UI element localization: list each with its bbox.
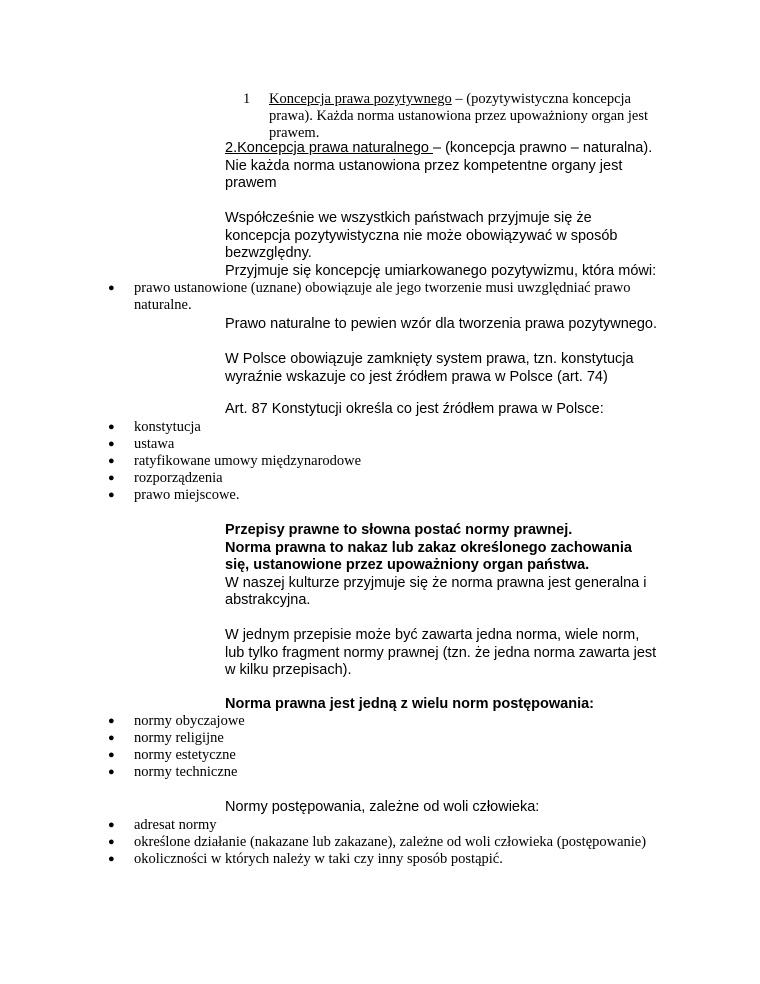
list-item — [108, 470, 748, 487]
art87-paragraph: Art. 87 Konstytucji określa co jest źródłem prawa w Polsce: — [225, 401, 604, 417]
natural-pattern: Prawo naturalne to pewien wzór dla tworzenia prawa pozytywnego. — [225, 316, 658, 332]
source-item: ustawa — [134, 436, 175, 452]
modern-line-3: bezwzględny. — [225, 245, 312, 261]
norm-type-item: normy techniczne — [134, 764, 238, 780]
bullet-icon: ● — [108, 749, 115, 761]
norm-type-item: normy obyczajowe — [134, 713, 245, 729]
bullet-icon: ● — [108, 455, 115, 467]
bullet-icon: ● — [108, 836, 115, 848]
list-item — [108, 851, 748, 868]
conduct-item: adresat normy — [134, 817, 217, 833]
one-rule-paragraph — [225, 627, 755, 680]
norm-type-item: normy religijne — [134, 730, 224, 746]
list-item — [108, 419, 748, 436]
concept-positive-law — [243, 91, 723, 142]
bullet-natural-line-1: prawo ustanowione (uznane) obowiązuje ale jego tworzenie musi uwzględniać prawo — [134, 280, 631, 296]
modern-line-1: Współcześnie we wszystkich państwach przyjmuje się że — [225, 210, 592, 226]
norm-type-item: normy estetyczne — [134, 747, 236, 763]
bullet-icon: ● — [108, 766, 115, 778]
concept-natural-law — [225, 140, 745, 193]
concept-natural-law-desc-2: Nie każda norma ustanowiona przez kompetentne organy jest — [225, 157, 623, 174]
conduct-heading: Normy postępowania, zależne od woli człowieka: — [225, 799, 540, 815]
concept-natural-law-desc-1: – (koncepcja prawno – naturalna). — [432, 140, 653, 156]
conduct-item: określone działanie (nakazane lub zakazane), zależne od woli człowieka (postępowanie) — [134, 834, 647, 850]
bullet-icon: ● — [108, 819, 115, 831]
list-item — [108, 747, 748, 764]
norm-def-line-2: Norma prawna to nakaz lub zakaz określonego zachowania — [225, 539, 632, 556]
list-item — [108, 834, 748, 851]
concept-positive-law-term: Koncepcja prawa pozytywnego — [269, 91, 452, 107]
concept-natural-law-term: 2.Koncepcja prawa naturalnego — [225, 140, 433, 156]
one-rule-line-1: W jednym przepisie może być zawarta jedna norma, wiele norm, — [225, 627, 640, 643]
norm-def-line-4: W naszej kulturze przyjmuje się że norma prawna jest generalna i — [225, 574, 647, 591]
concept-positive-law-desc-1: – (pozytywistyczna koncepcja — [451, 91, 631, 107]
modern-line-2: koncepcja pozytywistyczna nie może obowiązywać w sposób — [225, 227, 618, 244]
list-item — [108, 280, 748, 314]
bullet-icon: ● — [108, 472, 115, 484]
source-item: konstytucja — [134, 419, 201, 435]
concept-positive-law-desc-2: prawa). Każda norma ustanowiona przez upoważniony organ jest — [269, 108, 649, 124]
list-item — [108, 453, 748, 470]
list-item — [108, 730, 748, 747]
norm-heading: Norma prawna jest jedną z wielu norm postępowania: — [225, 696, 595, 712]
one-rule-line-2: lub tylko fragment normy prawnej (tzn. że jedna norma zawarta jest — [225, 644, 657, 661]
norm-definition — [225, 522, 755, 610]
one-rule-line-3: w kilku przepisach). — [225, 662, 352, 678]
bullet-icon: ● — [108, 489, 115, 501]
modern-paragraph — [225, 210, 755, 280]
list-item — [108, 764, 748, 781]
conduct-item: okoliczności w których należy w taki czy inny sposób postąpić. — [134, 851, 503, 867]
poland-line-2: wyraźnie wskazuje co jest źródłem prawa w Polsce (art. 74) — [225, 368, 608, 385]
poland-paragraph — [225, 351, 745, 386]
bullet-icon: ● — [108, 421, 115, 433]
bullet-icon: ● — [108, 282, 115, 294]
bullet-icon: ● — [108, 715, 115, 727]
bullet-natural-line-2: naturalne. — [134, 297, 192, 313]
bullet-icon: ● — [108, 853, 115, 865]
norm-def-line-3: się, ustanowione przez upoważniony organ państwa. — [225, 557, 590, 573]
list-item — [108, 436, 748, 453]
source-item: prawo miejscowe. — [134, 487, 240, 503]
poland-line-1: W Polsce obowiązuje zamknięty system prawa, tzn. konstytucja — [225, 351, 634, 367]
source-item: rozporządzenia — [134, 470, 223, 486]
bullet-icon: ● — [108, 732, 115, 744]
list-item — [108, 713, 748, 730]
norm-def-line-1: Przepisy prawne to słowna postać normy prawnej. — [225, 522, 573, 538]
source-item: ratyfikowane umowy międzynarodowe — [134, 453, 362, 469]
concept-natural-law-desc-3: prawem — [225, 175, 277, 191]
list-item — [108, 817, 748, 834]
norm-def-line-5: abstrakcyjna. — [225, 592, 311, 608]
modern-line-4: Przyjmuje się koncepcję umiarkowanego pozytywizmu, która mówi: — [225, 262, 657, 279]
list-number: 1 — [243, 91, 251, 107]
bullet-icon: ● — [108, 438, 115, 450]
concept-positive-law-desc-3: prawem. — [269, 125, 320, 141]
list-item — [108, 487, 748, 504]
